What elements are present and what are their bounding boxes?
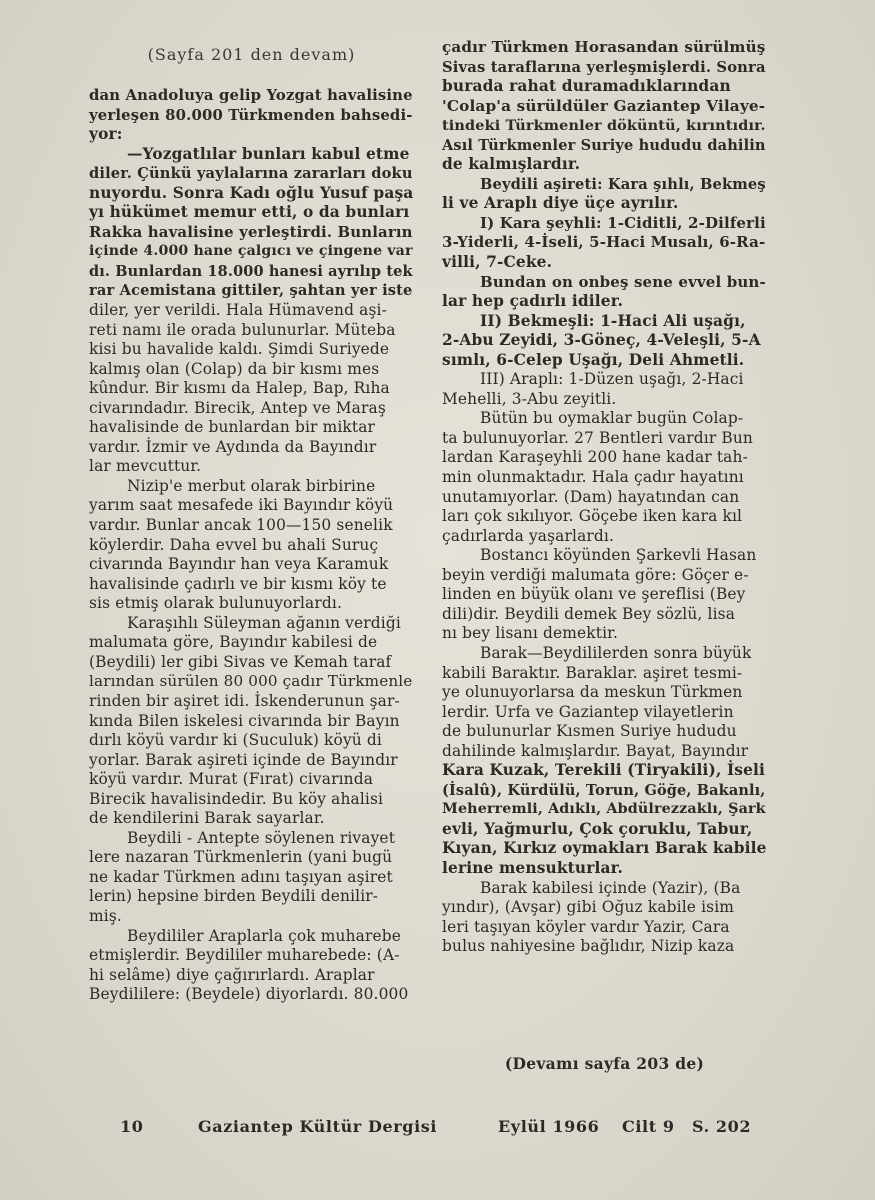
text-line: lerdir. Urfa ve Gaziantep vilayetlerin bbox=[442, 702, 734, 721]
text-line: Sivas taraflarına yerleşmişlerdi. Sonra bbox=[442, 58, 766, 76]
text-line: lerin) hepsine birden Beydili denilir- bbox=[89, 887, 379, 906]
text-line: sımlı, 6-Celep Uşağı, Deli Ahmetli. bbox=[442, 350, 745, 369]
text-line: tindeki Türkmenler döküntü, kırıntıdır. bbox=[442, 117, 766, 135]
text-line: havalisinde çadırlı ve bir kısmı köy te bbox=[89, 574, 387, 593]
text-line: yerleşen 80.000 Türkmenden bahsedi- bbox=[89, 105, 413, 124]
text-line: yı hükümet memur etti, o da bunları bbox=[89, 203, 410, 222]
text-line: Nizip'e merbut olarak birbirine bbox=[127, 476, 376, 495]
text-line: ları çok sıkılıyor. Göçebe iken kara kıl bbox=[442, 507, 743, 526]
text-line: lerine mensukturlar. bbox=[442, 858, 623, 877]
text-line: bulus nahiyesine bağlıdır, Nizip kaza bbox=[442, 937, 735, 956]
text-line: havalisinde de bunlardan bir miktar bbox=[89, 418, 376, 437]
text-line: nuyordu. Sonra Kadı oğlu Yusuf paşa bbox=[89, 183, 414, 202]
issue-date: Eylül 1966 bbox=[498, 1117, 600, 1136]
text-line: de kendilerini Barak sayarlar. bbox=[89, 809, 325, 828]
text-line: hi selâme) diye çağırırlardı. Araplar bbox=[89, 965, 375, 984]
text-line: unutamıyorlar. (Dam) hayatından can bbox=[442, 487, 740, 506]
text-line: malumata göre, Bayındır kabilesi de bbox=[89, 633, 378, 652]
text-line: Beydililer Araplarla çok muharebe bbox=[127, 926, 402, 945]
text-line: rinden bir aşiret idi. İskenderunun şar- bbox=[89, 691, 400, 710]
text-line: çadırlarda yaşarlardı. bbox=[442, 526, 615, 545]
text-line: Kara Kuzak, Terekili (Tiryakili), İseli bbox=[442, 761, 766, 780]
text-line: yarım saat mesafede iki Bayındır köyü bbox=[89, 496, 394, 515]
text-line: larından sürülen 80 000 çadır Türkmenle bbox=[89, 672, 413, 691]
text-line: yındır), (Avşar) gibi Oğuz kabile isim bbox=[442, 898, 735, 917]
text-line: min olunmaktadır. Hala çadır hayatını bbox=[442, 468, 744, 487]
text-line: lar mevcuttur. bbox=[89, 457, 202, 476]
text-line: kûndur. Bir kısmı da Halep, Bap, Rıha bbox=[89, 379, 390, 398]
text-line: ye olunuyorlarsa da meskun Türkmen bbox=[442, 683, 743, 702]
text-line: de kalmışlardır. bbox=[442, 155, 581, 174]
text-line: ta bulunuyorlar. 27 Bentleri vardır Bun bbox=[442, 428, 753, 447]
text-line: dahilinde kalmışlardır. Bayat, Bayındır bbox=[442, 741, 749, 760]
text-line: köylerdir. Daha evvel bu ahali Suruç bbox=[89, 535, 379, 554]
text-line: miş. bbox=[89, 906, 122, 925]
text-line: Asıl Türkmenler Suriye hududu dahilin bbox=[442, 136, 766, 154]
text-line: Barak kabilesi içinde (Yazir), (Ba bbox=[480, 878, 741, 897]
text-line: yorlar. Barak aşireti içinde de Bayındır bbox=[89, 750, 398, 769]
text-line: (İsalû), Kürdülü, Torun, Göğe, Bakanlı, bbox=[442, 781, 766, 799]
text-line: dan Anadoluya gelip Yozgat havalisine bbox=[89, 87, 413, 104]
text-line: —Yozgatlılar bunları kabul etme bbox=[127, 144, 410, 163]
text-line: linden en büyük olanı ve şereflisi (Bey bbox=[442, 585, 746, 604]
text-line: çadır Türkmen Horasandan sürülmüş bbox=[442, 38, 766, 56]
text-line: (Beydili) ler gibi Sivas ve Kemah taraf bbox=[89, 652, 392, 671]
text-line: vardır. İzmir ve Aydında da Bayındır bbox=[89, 437, 377, 456]
text-line: Beydili aşireti: Kara şıhlı, Bekmeş bbox=[480, 175, 766, 193]
text-line: Birecik havalisindedir. Bu köy ahalisi bbox=[89, 789, 384, 808]
text-line: yor: bbox=[89, 125, 123, 144]
text-line: Bütün bu oymaklar bugün Colap- bbox=[480, 409, 744, 428]
text-line: Bostancı köyünden Şarkevli Hasan bbox=[480, 546, 757, 565]
continued-from-note: (Sayfa 201 den devam) bbox=[147, 45, 356, 64]
continued-to-note: (Devamı sayfa 203 de) bbox=[504, 1054, 705, 1073]
page-number: 10 bbox=[120, 1117, 144, 1136]
text-line: reti namı ile orada bulunurlar. Müteba bbox=[89, 320, 396, 339]
text-line: civarında Bayındır han veya Karamuk bbox=[89, 555, 389, 574]
text-line: diler. Çünkü yaylalarına zararları doku bbox=[89, 165, 413, 183]
text-line: lardan Karaşeyhli 200 hane kadar tah- bbox=[442, 448, 748, 467]
text-line: Meherremli, Adıklı, Abdülrezzaklı, Şark bbox=[442, 801, 766, 818]
text-line: evli, Yağmurlu, Çok çoruklu, Tabur, bbox=[442, 819, 753, 838]
text-line: köyü vardır. Murat (Fırat) civarında bbox=[89, 770, 374, 789]
text-line: Kıyan, Kırkız oymakları Barak kabile bbox=[442, 839, 767, 858]
text-line: Rakka havalisine yerleştirdi. Bunların bbox=[89, 222, 413, 241]
text-line: nı bey lisanı demektir. bbox=[442, 624, 619, 643]
text-line: Beydili - Antepte söylenen rivayet bbox=[127, 828, 396, 847]
text-line: II) Bekmeşli: 1-Haci Ali uşağı, bbox=[480, 311, 746, 330]
text-line: Karaşıhlı Süleyman ağanın verdiği bbox=[127, 613, 401, 632]
text-line: villi, 7-Ceke. bbox=[442, 253, 553, 272]
right-column-body bbox=[442, 38, 767, 957]
text-line: dili)dir. Beydili demek Bey sözlü, lisa bbox=[442, 604, 736, 623]
text-line: içinde 4.000 hane çalgıcı ve çingene var bbox=[89, 243, 413, 260]
text-line: burada rahat duramadıklarından bbox=[442, 77, 731, 96]
text-line: etmişlerdir. Beydililer muharebede: (A- bbox=[89, 946, 400, 965]
right-text-column bbox=[442, 38, 767, 957]
text-line: ne kadar Türkmen adını taşıyan aşiret bbox=[89, 867, 393, 886]
text-line: III) Araplı: 1-Düzen uşağı, 2-Haci bbox=[480, 370, 744, 389]
text-line: 'Colap'a sürüldüler Gaziantep Vilaye- bbox=[442, 96, 766, 115]
issue-number: S. 202 bbox=[692, 1117, 752, 1136]
text-line: Mehelli, 3-Abu zeyitli. bbox=[442, 389, 617, 408]
text-line: sis etmiş olarak bulunuyorlardı. bbox=[89, 594, 342, 613]
text-line: lar hep çadırlı idiler. bbox=[442, 292, 624, 311]
text-line: kisi bu havalide kaldı. Şimdi Suriyede bbox=[89, 340, 390, 359]
text-line: dırlı köyü vardır ki (Suculuk) köyü di bbox=[89, 731, 382, 750]
text-line: li ve Araplı diye üçe ayrılır. bbox=[442, 194, 679, 213]
text-line: kında Bilen iskelesi civarında bir Bayın bbox=[89, 711, 400, 730]
text-line: 3-Yiderli, 4-İseli, 5-Haci Musalı, 6-Ra- bbox=[442, 233, 766, 252]
text-line: vardır. Bunlar ancak 100—150 senelik bbox=[89, 516, 393, 535]
left-column-body bbox=[89, 86, 414, 1005]
text-line: de bulunurlar Kısmen Suriye hududu bbox=[442, 722, 737, 741]
text-line: kabili Baraktır. Baraklar. aşiret tesmi- bbox=[442, 663, 743, 682]
text-line: Bundan on onbeş sene evvel bun- bbox=[480, 272, 766, 291]
text-line: Beydililere: (Beydele) diyorlardı. 80.000 bbox=[89, 985, 409, 1004]
text-line: diler, yer verildi. Hala Hümavend aşi- bbox=[89, 301, 387, 320]
text-line: rar Acemistana gittiler, şahtan yer iste bbox=[89, 282, 413, 300]
text-line: leri taşıyan köyler vardır Yazir, Cara bbox=[442, 917, 730, 936]
text-line: beyin verdiği malumata göre: Göçer e- bbox=[442, 565, 749, 584]
text-line: dı. Bunlardan 18.000 hanesi ayrılıp tek bbox=[89, 262, 413, 280]
text-line: lere nazaran Türkmenlerin (yani bugü bbox=[89, 848, 393, 867]
text-line: civarındadır. Birecik, Antep ve Maraş bbox=[89, 398, 386, 417]
magazine-title: Gaziantep Kültür Dergisi bbox=[198, 1117, 438, 1136]
volume-number: Cilt 9 bbox=[622, 1117, 675, 1136]
text-line: Barak—Beydililerden sonra büyük bbox=[480, 643, 752, 662]
text-line: I) Kara şeyhli: 1-Ciditli, 2-Dilferli bbox=[480, 213, 766, 232]
text-line: 2-Abu Zeyidi, 3-Göneç, 4-Veleşli, 5-A bbox=[442, 331, 761, 350]
text-line: kalmış olan (Colap) da bir kısmı mes bbox=[89, 359, 380, 378]
